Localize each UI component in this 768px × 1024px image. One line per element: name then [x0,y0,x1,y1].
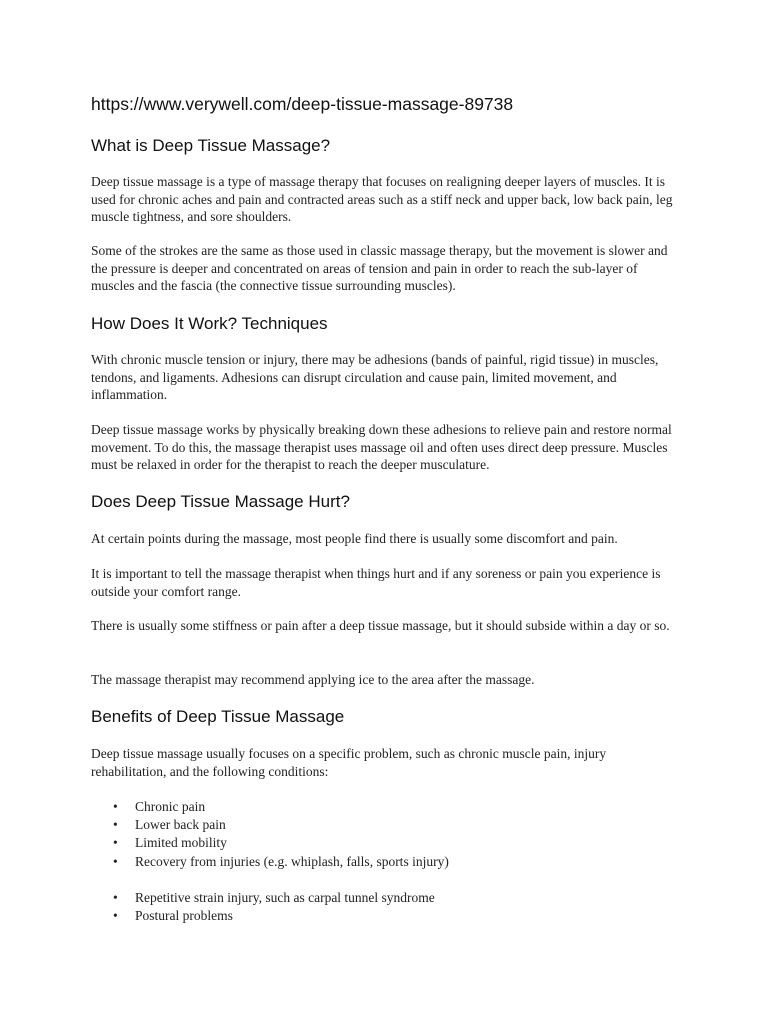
paragraph: Deep tissue massage usually focuses on a specific problem, such as chronic muscle pain, injury rehabilitation, and the following conditions: [91,746,607,779]
source-url: https://www.verywell.com/deep-tissue-massage-89738 [91,94,514,114]
section-heading-what-is: What is Deep Tissue Massage? [91,136,331,155]
section-heading-benefits: Benefits of Deep Tissue Massage [91,707,345,726]
paragraph: Deep tissue massage is a type of massage therapy that focuses on realigning deeper layers of muscles. It is used for chronic aches and pain and contracted areas such as a stiff neck and upper back, low back pain, leg muscle tightness, and sore shoulders. [91,174,673,225]
paragraph: It is important to tell the massage therapist when things hurt and if any soreness or pain you experience is outside your comfort range. [91,566,661,599]
conditions-list-continued [91,889,435,925]
paragraph: Some of the strokes are the same as those used in classic massage therapy, but the movement is slower and the pressure is deeper and concentrated on areas of tension and pain in order to reach the sub-layer of muscles and the fascia (the connective tissue surrounding muscles). [91,243,668,294]
section-heading-does-it-hurt: Does Deep Tissue Massage Hurt? [91,492,350,511]
paragraph: Deep tissue massage works by physically breaking down these adhesions to relieve pain and restore normal movement. To do this, the massage therapist uses massage oil and often uses direct deep pressure. Muscles must be relaxed in order for the therapist to reach the deeper musculature. [91,422,672,473]
list-item-text: Repetitive strain injury, such as carpal tunnel syndrome [135,890,435,905]
conditions-list [91,798,449,871]
paragraph: At certain points during the massage, most people find there is usually some discomfort and pain. [91,531,618,546]
list-item-text: Lower back pain [135,817,226,833]
paragraph: The massage therapist may recommend applying ice to the area after the massage. [91,672,535,687]
bullet-icon: • [113,890,118,905]
list-item [91,853,449,871]
list-item-text: Recovery from injuries (e.g. whiplash, falls, sports injury) [135,853,449,869]
bullet-icon: • [113,853,118,869]
section-heading-how-it-works: How Does It Work? Techniques [91,314,328,333]
list-item-text: Postural problems [135,908,233,924]
list-item-text: Limited mobility [135,835,227,851]
list-item [91,834,449,852]
list-item [91,816,449,834]
bullet-icon: • [113,799,118,814]
list-item [91,907,435,925]
list-item [91,889,435,907]
paragraph: There is usually some stiffness or pain after a deep tissue massage, but it should subside within a day or so. [91,618,670,633]
paragraph: With chronic muscle tension or injury, there may be adhesions (bands of painful, rigid tissue) in muscles, tendons, and ligaments. Adhesions can disrupt circulation and cause pain, limited movement, and inflammation. [91,352,659,403]
bullet-icon: • [113,908,118,924]
bullet-icon: • [113,817,118,833]
list-item-text: Chronic pain [135,799,206,814]
bullet-icon: • [113,835,118,851]
list-item [91,798,449,816]
